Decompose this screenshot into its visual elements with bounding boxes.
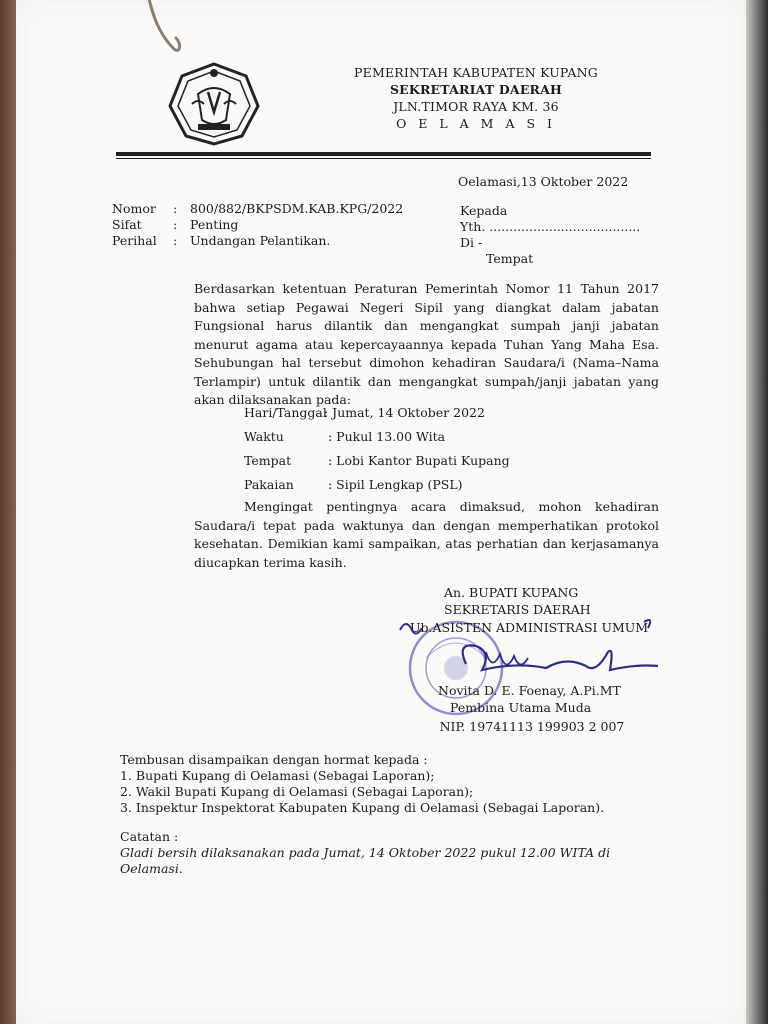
letterhead-line-city: O E L A M A S I	[396, 116, 556, 131]
letterhead-rule-thick	[116, 152, 651, 156]
tembusan-title: Tembusan disampaikan dengan hormat kepada :	[120, 752, 428, 767]
letter-date: Oelamasi,13 Oktober 2022	[458, 174, 629, 189]
letterhead-line-secretariat: SEKRETARIAT DAERAH	[389, 82, 563, 97]
detail-waktu-value: : Pukul 13.00 Wita	[328, 429, 446, 444]
body-paragraph-1-text: Berdasarkan ketentuan Peraturan Pemerintah Nomor 11 Tahun 2017 bahwa setiap Pegawai Negeri Sipil yang diangkat dalam jabatan Fungsional harus dilantik dan mengangkat sumpah janji jabatan menurut agama atau kepercayaannya kepada Tuhan Yang Maha Esa. Sehubungan hal tersebut dimohon kehadiran Saudara/i (Nama–Nama Terlampir) untuk dilantik dan mengangkat sumpah/janji jabatan yang akan dilaksanakan pada:	[194, 281, 659, 407]
detail-pakaian-value: : Sipil Lengkap (PSL)	[328, 477, 463, 492]
perihal-value: Undangan Pelantikan.	[190, 233, 331, 248]
signatory-nip: NIP. 19741113 199903 2 007	[439, 719, 625, 734]
letterhead-line-government: PEMERINTAH KABUPATEN KUPANG	[354, 65, 598, 80]
nomor-value: 800/882/BKPSDM.KAB.KPG/2022	[190, 201, 404, 216]
detail-waktu-label: Waktu	[244, 429, 284, 444]
sifat-colon: :	[173, 217, 178, 232]
nomor-colon: :	[173, 201, 178, 216]
tembusan-item-3: 3. Inspektur Inspektorat Kabupaten Kupang di Oelamasi (Sebagai Laporan).	[120, 800, 605, 815]
signatory-rank: Pembina Utama Muda	[450, 700, 592, 715]
detail-hari-value: : Jumat, 14 Oktober 2022	[324, 405, 485, 420]
body-paragraph-1	[194, 280, 659, 410]
catatan-text: Gladi bersih dilaksanakan pada Jumat, 14 Oktober 2022 pukul 12.00 WITA di Oelamasi.	[120, 845, 611, 876]
tembusan-item-2: 2. Wakil Bupati Kupang di Oelamasi (Sebagai Laporan);	[120, 784, 474, 799]
signature-line-3: Ub.ASISTEN ADMINISTRASI UMUM	[410, 620, 649, 635]
sifat-label: Sifat	[112, 217, 142, 232]
perihal-colon: :	[173, 233, 178, 248]
paperclip-icon	[146, 0, 206, 64]
sifat-value: Penting	[190, 217, 239, 232]
signatory-name: Novita D. E. Foenay, A.Pi.MT	[438, 683, 621, 698]
detail-pakaian-label: Pakaian	[244, 477, 294, 492]
body-paragraph-2-text: Mengingat pentingnya acara dimaksud, mohon kehadiran Saudara/i tepat pada waktunya dan dengan memperhatikan protokol kesehatan. Demikian kami sampaikan, atas perhatian dan kerjasamanya diucapkan terima kasih.	[194, 499, 659, 570]
catatan-title: Catatan :	[120, 829, 179, 844]
signature-line-1: An. BUPATI KUPANG	[444, 585, 579, 600]
recipient-yth: Yth. ......................................	[460, 219, 641, 234]
recipient-tempat: Tempat	[486, 251, 534, 266]
recipient-kepada: Kepada	[460, 203, 508, 218]
signature-line-2: SEKRETARIS DAERAH	[444, 602, 591, 617]
perihal-label: Perihal	[112, 233, 157, 248]
kupang-regency-emblem	[168, 62, 260, 146]
detail-tempat-value: : Lobi Kantor Bupati Kupang	[328, 453, 510, 468]
letterhead-rule-thin	[116, 158, 651, 159]
detail-tempat-label: Tempat	[244, 453, 292, 468]
nomor-label: Nomor	[112, 201, 156, 216]
recipient-di: Di -	[460, 235, 483, 250]
tembusan-item-1: 1. Bupati Kupang di Oelamasi (Sebagai Laporan);	[120, 768, 435, 783]
body-paragraph-2	[194, 498, 659, 572]
letter-page	[16, 0, 746, 1024]
detail-hari-label: Hari/Tanggal	[244, 405, 327, 420]
letterhead-line-address: JLN.TIMOR RAYA KM. 36	[393, 99, 559, 114]
table-edge-right	[744, 0, 768, 1024]
letterhead	[336, 64, 616, 132]
